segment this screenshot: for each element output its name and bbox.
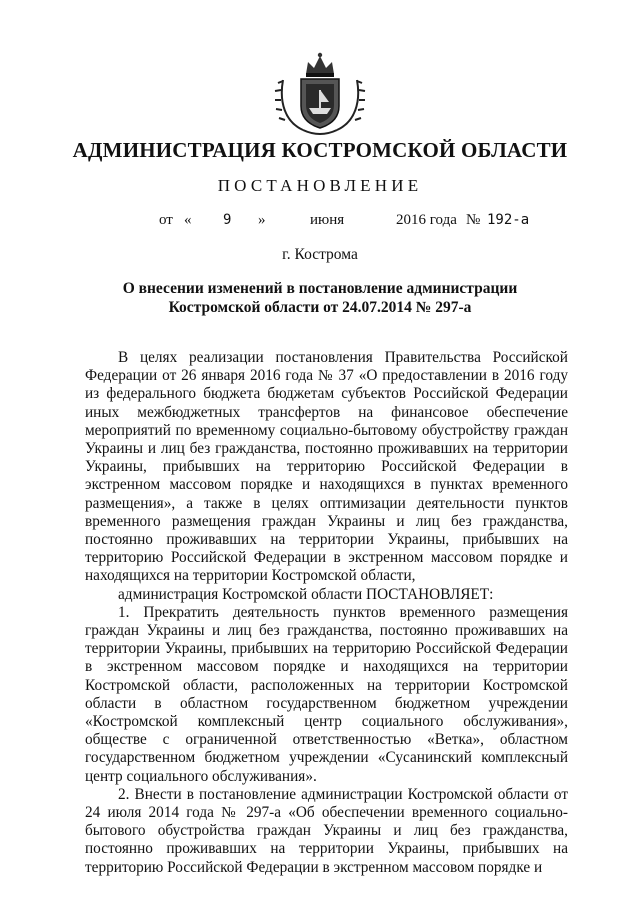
- paragraph-item-2: 2. Внести в постановление администрации Костромской области от 24 июля 2014 года № 297-а «Об обеспечении временного социально-бытового обустройства граждан Украины и лиц без гражданства, постоянно проживавших на территории Украины, прибывших на территорию Российской Федерации в экстренном массовом порядке и: [85, 785, 568, 876]
- paragraph-resolves: администрация Костромской области ПОСТАНОВЛЯЕТ:: [118, 585, 494, 603]
- number-sign: №: [466, 212, 481, 228]
- coat-of-arms-emblem: [273, 50, 367, 138]
- date-quote-open: «: [184, 212, 192, 228]
- date-prefix: от: [159, 212, 173, 228]
- date-day: 9: [223, 212, 232, 228]
- date-month: июня: [310, 212, 345, 228]
- date-year: 2016 года: [396, 212, 457, 228]
- paragraph-item-1: 1. Прекратить деятельность пунктов временного размещения граждан Украины и лиц без гражданства, постоянно проживавших на территории Украины, прибывших на территорию Российской Федерации в экстренном массовом порядке и находящихся на территории Костромской области, расположенных на территории Костромской области в областном государственном бюджетном учреждении «Костромской комплексный центр социального обслуживания», обществе с ограниченной ответственностью «Ветка», областном государственном бюджетном учреждении «Сусанинский комплексный центр социального обслуживания».: [85, 603, 568, 785]
- title-line-2: Костромской области от 24.07.2014 № 297-а: [168, 299, 472, 316]
- city: г. Кострома: [282, 246, 358, 263]
- document-title: [95, 279, 545, 317]
- date-quote-close: »: [258, 212, 266, 228]
- title-line-1: О внесении изменений в постановление администрации: [122, 280, 518, 297]
- paragraph-preamble: В целях реализации постановления Правительства Российской Федерации от 26 января 2016 года № 37 «О предоставлении в 2016 году из федерального бюджета бюджетам субъектов Российской Федерации иных межбюджетных трансфертов на финансовое обеспечение мероприятий по временному социально-бытовому обустройству граждан Украины и лиц без гражданства, постоянно проживавших на территории Украины, прибывших на территорию Российской Федерации в экстренном массовом порядке и находящихся в пунктах временного размещения», а также в целях оптимизации деятельности пунктов временного размещения граждан Украины и лиц без гражданства, постоянно проживавших на территории Украины, прибывших на территорию Российской Федерации в экстренном массовом порядке и находящихся на территории Костромской области,: [85, 349, 568, 585]
- document-body: [85, 349, 568, 877]
- document-type: ПОСТАНОВЛЕНИЕ: [217, 176, 423, 195]
- document-number: 192-а: [487, 212, 530, 228]
- organization-title: АДМИНИСТРАЦИЯ КОСТРОМСКОЙ ОБЛАСТИ: [72, 138, 568, 162]
